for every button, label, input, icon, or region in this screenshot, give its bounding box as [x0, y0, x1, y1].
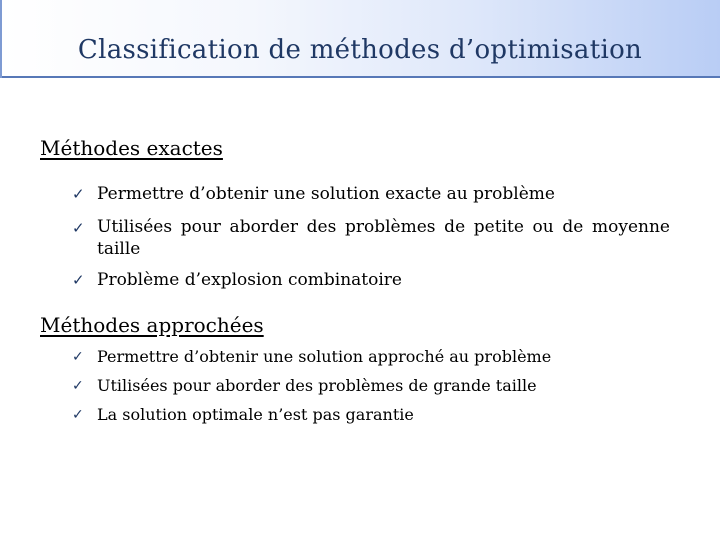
- checkmark-icon: ✓: [72, 271, 85, 289]
- list-item: [72, 182, 670, 206]
- slide-title: Classification de méthodes d’optimisation: [77, 35, 643, 65]
- approximate-methods-list: [72, 346, 551, 433]
- section-heading-approximate-methods: Méthodes approchées: [40, 313, 264, 337]
- checkmark-icon: ✓: [72, 219, 85, 237]
- checkmark-icon: ✓: [72, 185, 85, 203]
- list-item-text: Permettre d’obtenir une solution approché au problème: [97, 347, 552, 366]
- exact-methods-list: [72, 182, 670, 302]
- checkmark-icon: ✓: [72, 349, 84, 365]
- list-item-text: Utilisées pour aborder des problèmes de grande taille: [97, 376, 537, 395]
- section-heading-exact-methods: Méthodes exactes: [40, 136, 223, 160]
- list-item: [72, 268, 670, 292]
- list-item: [72, 346, 551, 368]
- list-item-text: Problème d’explosion combinatoire: [97, 270, 402, 290]
- list-item-text: La solution optimale n’est pas garantie: [97, 405, 414, 424]
- list-item: [72, 216, 670, 260]
- title-band: [0, 0, 720, 78]
- list-item: [72, 375, 551, 397]
- list-item-text: Utilisées pour aborder des problèmes de petite ou de moyenne taille: [97, 217, 670, 259]
- list-item: [72, 404, 551, 426]
- list-item-text: Permettre d’obtenir une solution exacte au problème: [97, 184, 555, 204]
- checkmark-icon: ✓: [72, 378, 84, 394]
- checkmark-icon: ✓: [72, 407, 84, 423]
